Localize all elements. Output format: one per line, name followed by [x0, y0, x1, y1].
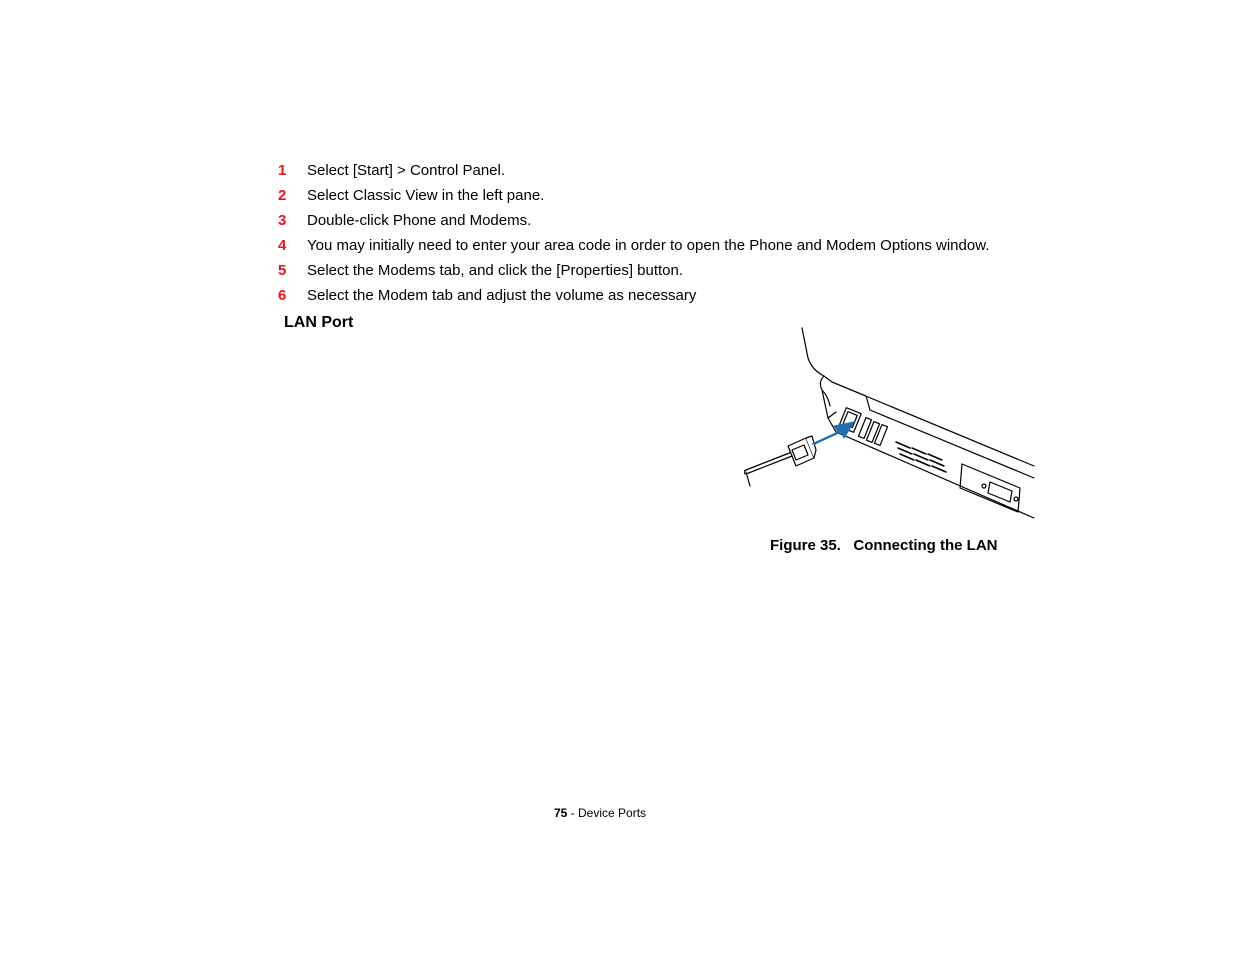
usb-ports-icon — [858, 418, 887, 446]
footer-section: Device Ports — [578, 806, 647, 820]
step-text: You may initially need to enter your area code in order to open the Phone and Modem Options window. — [307, 237, 990, 254]
vga-port-icon — [960, 464, 1020, 512]
rj45-plug-icon — [788, 436, 816, 466]
step-number: 5 — [278, 262, 287, 279]
step-number: 6 — [278, 287, 287, 304]
page-footer — [0, 806, 1200, 820]
step-text: Select the Modem tab and adjust the volume as necessary — [307, 287, 697, 304]
step-item — [278, 210, 989, 235]
step-text: Select Classic View in the left pane. — [307, 187, 545, 204]
step-item — [278, 285, 989, 310]
lan-connection-illustration — [744, 326, 1036, 524]
insertion-arrow-icon — [812, 422, 854, 444]
step-number: 2 — [278, 187, 287, 204]
step-item — [278, 185, 989, 210]
lan-cable-icon — [746, 436, 816, 486]
notebook-body-outline — [820, 376, 1034, 518]
step-text: Select the Modems tab, and click the [Properties] button. — [307, 262, 684, 279]
step-number: 3 — [278, 212, 287, 229]
vent-slots-icon — [896, 442, 946, 472]
step-number: 1 — [278, 162, 287, 179]
instruction-steps — [278, 160, 989, 310]
page-number: 75 — [553, 806, 568, 820]
step-number: 4 — [278, 237, 287, 254]
figure-caption: Figure 35. Connecting the LAN — [770, 537, 998, 554]
notebook-lid-edge — [802, 328, 832, 382]
step-item — [278, 260, 989, 285]
footer-separator: - — [567, 806, 578, 820]
step-item — [278, 235, 989, 260]
step-text: Double-click Phone and Modems. — [307, 212, 532, 229]
section-heading: LAN Port — [284, 314, 354, 331]
step-text: Select [Start] > Control Panel. — [307, 162, 506, 179]
step-item — [278, 160, 989, 185]
